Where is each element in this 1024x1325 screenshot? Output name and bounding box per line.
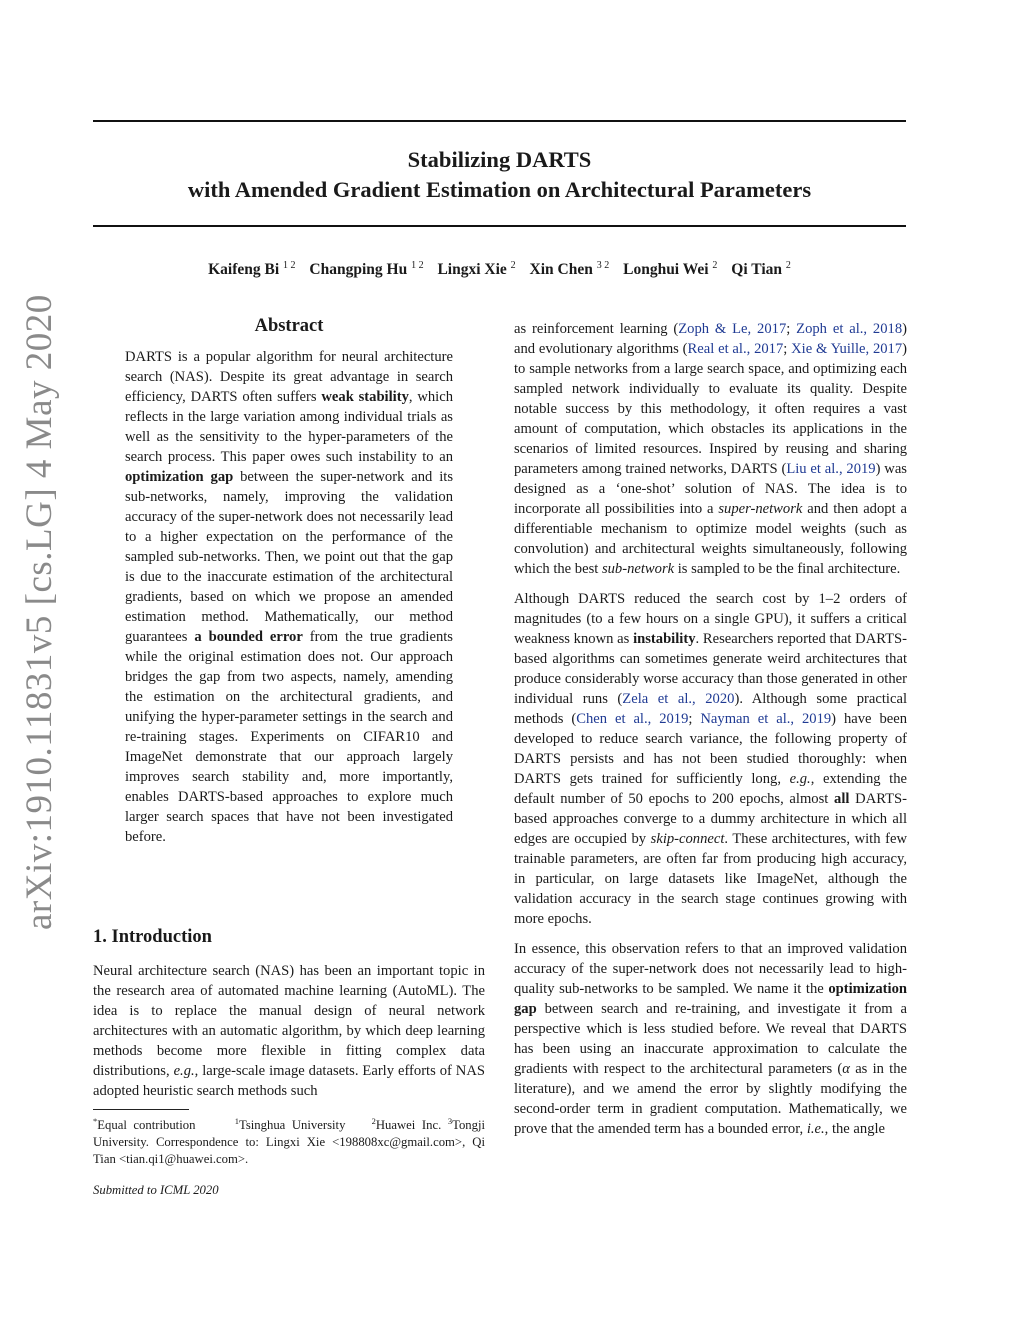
submission-note: Submitted to ICML 2020	[93, 1183, 219, 1197]
author: Kaifeng Bi $^{1 2}$	[208, 260, 296, 279]
footnote-rule	[93, 1109, 189, 1110]
paper-title	[93, 145, 906, 205]
title-line-2: with Amended Gradient Estimation on Architectural Parameters	[187, 177, 812, 202]
citation-link[interactable]: Zoph et al., 2018	[796, 321, 903, 337]
title-bottom-rule	[93, 225, 906, 227]
author: Lingxi Xie $^2$	[437, 260, 516, 279]
paragraph: as reinforcement learning (Zoph & Le, 2017; Zoph et al., 2018) and evolutionary algorithms (Real et al., 2017; Xie & Yuille, 2017) to sample networks from a large search space, and optimizing each sampled network individually to evaluate its quality. Despite notable success by this methodology, it often requires a vast amount of computation, which obstacles its applications in the scenarios of limited resources. Inspired by reusing and sharing parameters among trained networks, DARTS (Liu et al., 2019) was designed as a ‘one-shot’ solution of NAS. The idea is to incorporate all possibilities into a super-network and then adopt a differentiable mechanism to optimize model weights (such as convolution) and architectural weights simultaneously, following which the best sub-network is sampled to be the final architecture.	[514, 321, 908, 577]
author: Xin Chen $^{3 2}$	[529, 260, 610, 279]
section-heading-introduction: 1. Introduction	[93, 927, 212, 947]
paragraph: Although DARTS reduced the search cost by 1–2 orders of magnitudes (to a few hours on a single GPU), it suffers a critical weakness known as instability. Researchers reported that DARTS-based algorithms can sometimes generate weird architectures that produce considerably worse accuracy than those generated in other individual runs (Zela et al., 2020). Although some practical methods (Chen et al., 2019; Nayman et al., 2019) have been developed to reduce search variance, the following property of DARTS persists and has not been studied thoroughly: when DARTS gets trained for sufficiently long, e.g., extending the default number of 50 epochs to 200 epochs, almost all DARTS-based approaches converge to a dummy architecture in which all edges are occupied by skip-connect. These architectures, with few trainable parameters, are often far from producing high accuracy, in particular, on large datasets like ImageNet, although the validation accuracy in the search stage continues growing with more epochs.	[514, 591, 907, 927]
right-column	[514, 319, 907, 1149]
author: Longhui Wei $^2$	[623, 260, 718, 279]
citation-link[interactable]: Zela et al., 2020	[622, 691, 735, 707]
citation-link[interactable]: Xie & Yuille, 2017	[791, 341, 903, 357]
title-line-1: Stabilizing DARTS	[407, 147, 592, 172]
footnote: *Equal contribution $^1$Tsinghua University $^2$Huawei Inc. $^3$Tongji University. Correspondence to: Lingxi Xie <198808xc@gmail.com>, Qi Tian <tian.qi1@huawei.com>.	[93, 1116, 486, 1167]
citation-link[interactable]: Chen et al., 2019	[576, 711, 689, 727]
author: Changping Hu $^{1 2}$	[309, 260, 424, 279]
citation-link[interactable]: Liu et al., 2019	[786, 461, 876, 477]
citation-link[interactable]: Nayman et al., 2019	[700, 711, 832, 727]
introduction-paragraph: Neural architecture search (NAS) has been an important topic in the research area of automated machine learning (AutoML). The idea is to replace the manual design of neural network architectures with an automatic algorithm, by which deep learning methods become more flexible in fitting complex data distributions, e.g., large-scale image datasets. Early efforts of NAS adopted heuristic search methods such	[93, 963, 485, 1099]
abstract-body: DARTS is a popular algorithm for neural architecture search (NAS). Despite its great advantage in search efficiency, DARTS often suffers weak stability, which reflects in the large variation among individual trials as well as the sensitivity to the hyper-parameters of the search process. This paper owes such instability to an optimization gap between the super-network and its sub-networks, namely, improving the validation accuracy of the super-network does not necessarily lead to a higher expectation on the performance of the sampled sub-networks. Then, we point out that the gap is due to the inaccurate estimation of the architectural gradients, based on which we propose an amended estimation method. Mathematically, our method guarantees a bounded error from the true gradients while the original estimation does not. Our approach bridges the gap from two aspects, namely, amending the estimation on the architectural gradients, and unifying the hyper-parameter settings in the search and re-training stages. Experiments on CIFAR10 and ImageNet demonstrate that our approach largely improves search stability and, more importantly, enables DARTS-based approaches to explore much larger search spaces that have not been investigated before.	[125, 349, 454, 845]
abstract-heading: Abstract	[254, 316, 324, 336]
citation-link[interactable]: Zoph & Le, 2017	[678, 321, 787, 337]
author-list	[93, 260, 906, 279]
paragraph: In essence, this observation refers to that an improved validation accuracy of the super-network does not necessarily lead to high-quality sub-networks to be sampled. We name it the optimization gap between search and re-training, and investigate it from a perspective which is less studied before. We reveal that DARTS has been using an inaccurate approximation to calculate the gradients with respect to the architectural parameters (α as in the literature), and we amend the error by slightly modifying the second-order term in gradient computation. Mathematically, we prove that the amended term has a bounded error, i.e., the angle	[514, 941, 907, 1137]
title-top-rule	[93, 120, 906, 122]
citation-link[interactable]: Real et al., 2017	[687, 341, 784, 357]
arxiv-identifier-stamp: arXiv:1910.11831v5 [cs.LG] 4 May 2020	[19, 294, 60, 930]
author: Qi Tian $^2$	[731, 260, 791, 279]
